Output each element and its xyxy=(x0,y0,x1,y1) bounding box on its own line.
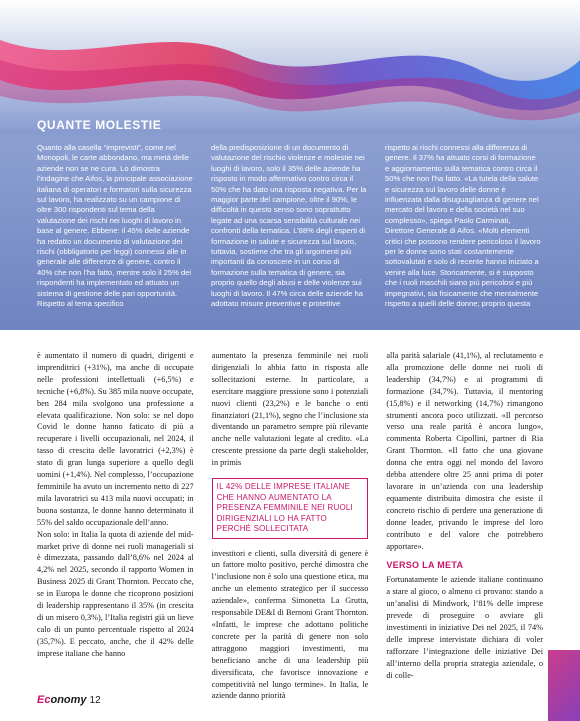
hero-ribbon-illustration xyxy=(0,0,580,130)
hero-columns xyxy=(37,143,542,310)
hero-column-3: rispetto ai rischi connessi alla differenza di genere. Il 37% ha attuato corsi di formazione e aggiornamento sulla tematica contro circa il 50% che non l’ha fatto. «La tutela della salute e sicurezza sul lavoro delle donne è influenzata dalla disuguaglianza di genere nel mercato del lavoro e della società nel suo complesso», spiega Paolo Carminati, Direttore Generale di Aifos. «Molti elementi critici che possono rendere pericoloso il lavoro per le donne sono stati costantemente sottovalutati e solo di recente hanno iniziato a venire alla luce. Storicamente, si è supposto che i ruoli maschili siano più pericolosi e più impegnativi, sia fisicamente che mentalmente rispetto a quelli delle donne; proprio questa xyxy=(385,143,541,309)
article-column-2 xyxy=(212,350,369,702)
paragraph: Non solo: in Italia la quota di aziende del mid-market prive di donne nei ruoli manageriali si è dimezzata, passando dall’8,6% nel 2024 al 4,2% nel 2025, secondo il rapporto Women in Business 2025 di Grant Thornton. Peccato che, se in Europa le donne che ricoprono posizioni di leadership rappresentano il 35% (in crescita di un misero 0,3%), l’Italia registri già un lieve calo di un punto percentuale rispetto al 2024 (35,7%). E peccato, anche, che il 42% delle imprese italiane che hanno xyxy=(37,529,194,658)
paragraph: Fortunatamente le aziende italiane continuano a stare al gioco, o almeno ci provano: stando a un’analisi di Mindwork, l’81% delle imprese prevede di proseguire o avviare gli investimenti in iniziative Dei nel 2025, il 74% delle imprese intervistate dichiara di voler rafforzare l’integrazione delle iniziative Dei all’interno della propria strategia aziendale, o di colle- xyxy=(386,575,544,680)
decorative-corner xyxy=(548,650,580,721)
section-heading: VERSO LA META xyxy=(386,560,464,571)
hero-column-2: della predisposizione di un documento di valutazione del rischio violenze e molestie nei luoghi di lavoro, solo il 35% delle aziende ha risposto in modo affermativo contro circa il 50% che ha dato una risposta negativa. Per la maggior parte del campione, oltre il 90%, le difficoltà in questo senso sono soprattutto legate ad una scarsa sensibilità culturale nei confronti della tematica. L’88% degli esperti di formazione in salute e sicurezza sul lavoro, tuttavia, sostiene che tra gli argomenti più importanti da conoscere in un corso di formazione sulla tematica di genere, sia proprio quello degli abusi e delle violenze sui luoghi di lavoro. Il 47% circa delle aziende ha adottato misure preventive e protettive xyxy=(211,143,367,309)
page-number: 12 xyxy=(89,695,101,706)
article-column-3 xyxy=(386,350,543,702)
article-column-1 xyxy=(37,350,194,702)
paragraph: è aumentato il numero di quadri, dirigenti e imprenditrici (+31%), ma anche di occupate nelle professioni intellettuali (+6,5%) e tecniche (+6,8%). Su 385 mila nuove occupate, ben 284 mila svolgono una professione a elevata qualificazione. Non solo: se nel dopo Covid le donne hanno faticato di più a recuperare i livelli occupazionali, nel 2024, il tasso di crescita delle lavoratrici (+2,3%) è stato di gran lunga superiore a quello degli uomini (+1,4%). Nel complesso, l’occupazione femminile ha avuto un incremento netto di 227 mila lavoratrici su 413 mila nuovi occupati; in buona sostanza, le donne hanno determinato il 55% del saldo occupazionale dell’anno. xyxy=(37,351,194,527)
hero-column-1: Quanto alla casella “imprevisti”, come nel Monopoli, le carte abbondano, ma metà delle aziende non se ne cura. Lo dimostra l’indagine che Aifos, la principale associazione italiana di operatori e formatori sulla sicurezza sul lavoro, ha realizzato su un campione di oltre 300 rispondenti sul tema della valutazione dei rischi nei luoghi di lavoro in base al genere. Ebbene: il 45% delle aziende ha redatto un documento di valutazione dei rischi (obbligatorio per leggi) connessi alle in generale alle differenze di genere, contro il 40% che non l’ha fatto, mentre solo il 25% dei rispondenti ha implementato ed attuato un sistema di gestione delle pari opportunità. Rispetto al tema specifico xyxy=(37,143,193,309)
article-body xyxy=(37,350,543,702)
page-footer xyxy=(37,694,101,706)
hero-banner xyxy=(0,0,580,330)
magazine-logo: Economy xyxy=(37,694,87,706)
paragraph: alla parità salariale (41,1%), al reclutamento e alla promozione delle donne nei ruoli di leadership (34,7%) e ai programmi di formazione (34,7%). Tuttavia, il mentoring (15,8%) e il networking (14,7%) rimangono strumenti ancora poco utilizzati. «Il percorso verso una reale parità è ancora lungo», commenta Roberta Cipollini, partner di Ria Grant Thornton. «Il fatto che una giovane donna che entra oggi nel mondo del lavoro debba attendere oltre 25 anni prima di poter lavorare in un’azienda con una leadership equamente distribuita dimostra che esiste il concreto rischio di perdere una generazione di donne leader, privando le imprese del loro contributo e del valore che potrebbero apportare». xyxy=(386,351,544,551)
pull-quote: IL 42% DELLE IMPRESE ITALIANE CHE HANNO AUMENTATO LA PRESENZA FEMMINILE NEI RUOLI DIRIGENZIALI LO HA FATTO PERCHÉ SOLLECITATA xyxy=(212,478,369,539)
paragraph: investitori e clienti, sulla diversità di genere è un fattore molto positivo, perché dimostra che l’inclusione non è solo una questione etica, ma anche un elemento strategico per il successo aziendale», conferma Simonetta La Grutta, responsabile DE&I di Bernoni Grant Thornton. «Infatti, le imprese che adottano politiche concrete per la parità di genere non solo attraggono maggiori investimenti, ma beneficiano anche di una leadership più diversificata, che favorisce innovazione e competitività nel lungo termine». In Italia, le aziende danno priorità xyxy=(211,548,369,701)
paragraph: aumentato la presenza femminile nei ruoli dirigenziali lo abbia fatto in risposta alle sollecitazioni esterne. In particolare, a esercitare maggiore pressione sono i potenziali nuovi clienti (23,2%) e le banche o enti finanziatori (21,1%), segno che l’inclusione sta diventando un parametro sempre più rilevante anche nelle valutazioni legate al credito. «La crescente pressione da parte degli stakeholder, in primis xyxy=(211,351,369,468)
hero-title: QUANTE MOLESTIE xyxy=(37,118,162,132)
